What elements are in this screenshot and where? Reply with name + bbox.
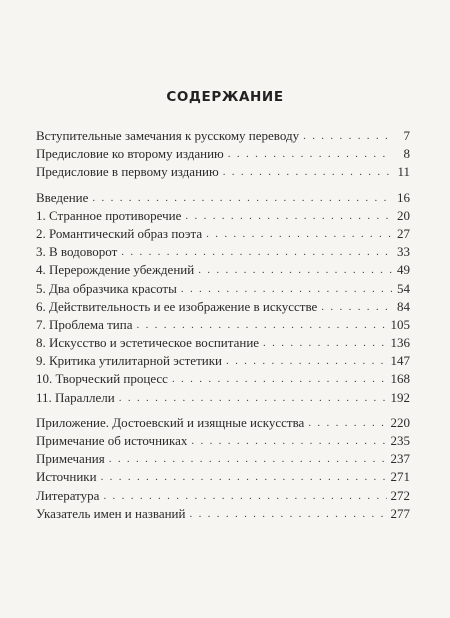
toc-entry: [36, 334, 410, 352]
dot-leader: [109, 450, 387, 468]
toc-entry: [36, 316, 410, 334]
dot-leader: [228, 145, 392, 163]
dot-leader: [198, 261, 392, 279]
toc-entry-page-number: 8: [403, 146, 410, 162]
toc-entry-page-number: 220: [390, 414, 410, 430]
page-title: СОДЕРЖАНИЕ: [166, 89, 284, 105]
dot-leader: [185, 207, 392, 225]
dot-leader: [226, 352, 387, 370]
toc-entry: [36, 261, 410, 279]
dot-leader: [191, 432, 386, 450]
dot-leader: [181, 280, 392, 298]
toc-entry: [36, 189, 410, 207]
toc-entry-title: Предисловие ко второму изданию: [36, 146, 224, 162]
toc-entry-page-number: 272: [390, 487, 410, 503]
toc-entry-page-number: 277: [390, 505, 410, 521]
toc-entry-page-number: 105: [390, 316, 410, 332]
toc-entry-page-number: 235: [390, 433, 410, 448]
toc-entry-title: 8. Искусство и эстетическое воспитание: [36, 335, 260, 351]
toc-entry-title: Приложение. Достоевский и изящные искусства: [36, 414, 305, 430]
toc-entry-page-number: 27: [397, 225, 410, 241]
toc-entry-page-number: 33: [397, 244, 410, 260]
toc-entry-title: Указатель имен и названий: [36, 505, 186, 521]
toc-entry-title: 2. Романтический образ поэта: [36, 225, 203, 241]
table-of-contents: [36, 127, 410, 523]
toc-entry: [36, 145, 410, 163]
dot-leader: [121, 243, 392, 261]
toc-entry-title: Примечание об источниках: [36, 433, 188, 448]
toc-entry-title: 3. В водоворот: [36, 244, 118, 260]
toc-entry-page-number: 16: [397, 189, 410, 205]
toc-entry-page-number: 11: [397, 164, 410, 180]
toc-entry-page-number: 271: [390, 469, 410, 485]
toc-entry: [36, 207, 410, 225]
toc-entry: [36, 468, 410, 486]
toc-entry-title: 5. Два образчика красоты: [36, 280, 177, 296]
toc-entry: [36, 298, 410, 316]
toc-entry-title: Предисловие в первому изданию: [36, 164, 219, 180]
dot-leader: [103, 487, 386, 505]
toc-entry-page-number: 168: [390, 371, 410, 387]
toc-entry-title: Вступительные замечания к русскому переводу: [36, 128, 300, 143]
toc-entry: [36, 487, 410, 505]
toc-entry: [36, 414, 410, 432]
dot-leader: [223, 163, 392, 181]
toc-entry: [36, 432, 410, 450]
dot-leader: [189, 505, 386, 523]
toc-entry-title: 10. Творческий процесс: [36, 371, 168, 387]
dot-leader: [136, 316, 386, 334]
dot-leader: [303, 127, 392, 145]
dot-leader: [172, 370, 387, 388]
toc-entry-title: Источники: [36, 469, 97, 485]
toc-entry: [36, 225, 410, 243]
toc-entry: [36, 163, 410, 181]
toc-entry: [36, 505, 410, 523]
toc-entry-page-number: 192: [390, 389, 410, 405]
dot-leader: [321, 298, 392, 316]
toc-entry: [36, 280, 410, 298]
toc-entry-title: 6. Действительность и ее изображение в искусстве: [36, 298, 318, 314]
dot-leader: [263, 334, 386, 352]
toc-entry: [36, 127, 410, 145]
toc-entry-title: 9. Критика утилитарной эстетики: [36, 353, 222, 369]
toc-entry-page-number: 20: [397, 207, 410, 223]
toc-entry-title: Введение: [36, 189, 89, 205]
toc-entry-page-number: 7: [403, 128, 410, 143]
toc-entry: [36, 370, 410, 388]
toc-entry-page-number: 147: [390, 353, 410, 369]
toc-entry-title: 7. Проблема типа: [36, 316, 133, 332]
toc-entry-title: 11. Параллели: [36, 389, 115, 405]
toc-entry: [36, 352, 410, 370]
dot-leader: [119, 389, 387, 407]
dot-leader: [206, 225, 392, 243]
toc-entry-page-number: 54: [397, 280, 410, 296]
dot-leader: [308, 414, 386, 432]
toc-entry: [36, 243, 410, 261]
toc-entry-title: 1. Странное противоречие: [36, 207, 182, 223]
toc-entry-page-number: 84: [397, 298, 410, 314]
toc-entry-page-number: 136: [390, 335, 410, 351]
toc-entry-page-number: 237: [390, 451, 410, 467]
toc-entry-page-number: 49: [397, 262, 410, 278]
toc-entry-title: Литература: [36, 487, 100, 503]
dot-leader: [92, 189, 392, 207]
toc-entry: [36, 450, 410, 468]
dot-leader: [101, 468, 387, 486]
toc-entry-title: 4. Перерождение убеждений: [36, 262, 195, 278]
toc-entry: [36, 389, 410, 407]
toc-entry-title: Примечания: [36, 451, 105, 467]
